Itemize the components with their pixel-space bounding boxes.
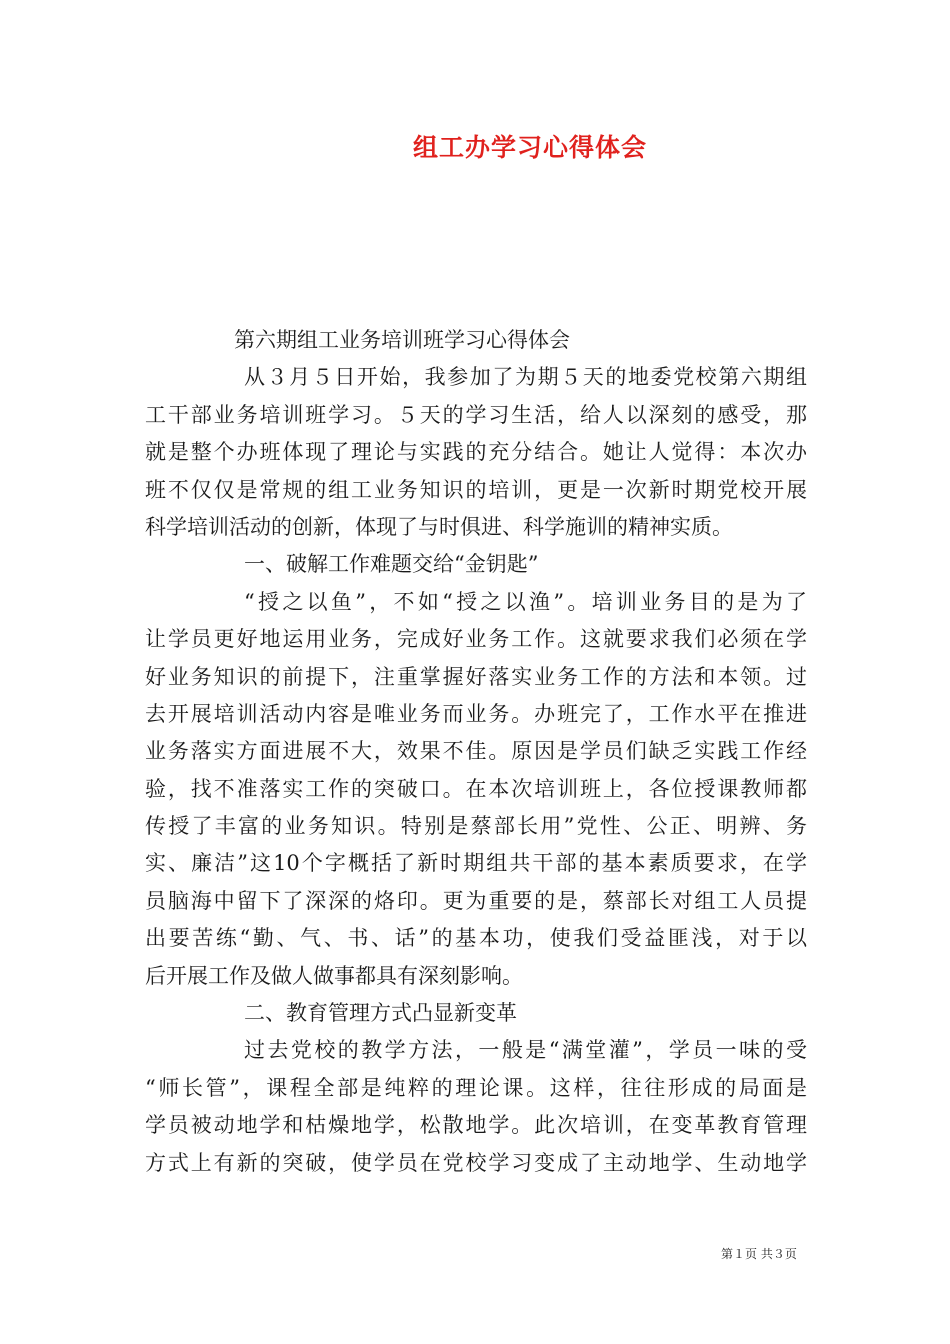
paragraph-line: 工干部业务培训班学习。５天的学习生活，给人以深刻的感受，那 (145, 402, 807, 427)
section-heading: 二、教育管理方式凸显新变革 (244, 1001, 517, 1026)
paragraph-line: 去开展培训活动内容是唯业务而业务。办班完了，工作水平在推进 (145, 701, 807, 726)
paragraph-line: 从３月５日开始，我参加了为期５天的地委党校第六期组 (244, 365, 807, 390)
paragraph-line: 业务落实方面进展不大，效果不佳。原因是学员们缺乏实践工作经 (145, 739, 807, 764)
paragraph-line: 后开展工作及做人做事都具有深刻影响。 (145, 963, 523, 988)
paragraph-line: 实、廉洁”这10个字概括了新时期组共干部的基本素质要求，在学 (145, 851, 807, 876)
paragraph-line: 科学培训活动的创新，体现了与时俱进、科学施训的精神实质。 (145, 514, 733, 539)
section-heading: 一、破解工作难题交给“金钥匙” (244, 552, 539, 577)
paragraph-line: 班不仅仅是常规的组工业务知识的培训，更是一次新时期党校开展 (145, 477, 807, 502)
paragraph-line: 让学员更好地运用业务，完成好业务工作。这就要求我们必须在学 (145, 627, 807, 652)
paragraph-line: 好业务知识的前提下，注重掌握好落实业务工作的方法和本领。过 (145, 664, 807, 689)
document-body (145, 322, 807, 1182)
document-title: 组工办学习心得体会 (412, 133, 647, 162)
paragraph-line: 传授了丰富的业务知识。特别是蔡部长用”党性、公正、明辨、务 (145, 814, 807, 839)
paragraph-line: 学员被动地学和枯燥地学，松散地学。此次培训，在变革教育管理 (145, 1113, 807, 1138)
paragraph-line: 就是整个办班体现了理论与实践的充分结合。她让人觉得：本次办 (145, 440, 807, 465)
paragraph-line: 员脑海中留下了深深的烙印。更为重要的是，蔡部长对组工人员提 (145, 888, 807, 913)
paragraph-line: 过去党校的教学方法，一般是“满堂灌”，学员一味的受 (244, 1038, 807, 1063)
paragraph-line: 验，找不准落实工作的突破口。在本次培训班上，各位授课教师都 (145, 776, 807, 801)
paragraph-line: “师长管”，课程全部是纯粹的理论课。这样，往往形成的局面是 (145, 1075, 807, 1100)
page-number: 第１页 共３页 (721, 1247, 797, 1261)
paragraph-line: 出要苦练“勤、气、书、话”的基本功，使我们受益匪浅，对于以 (145, 926, 807, 951)
paragraph-line: “授之以鱼”，不如“授之以渔”。培训业务目的是为了 (244, 589, 807, 614)
paragraph-line: 方式上有新的突破，使学员在党校学习变成了主动地学、生动地学 (145, 1150, 807, 1175)
document-subtitle: 第六期组工业务培训班学习心得体会 (234, 328, 570, 352)
